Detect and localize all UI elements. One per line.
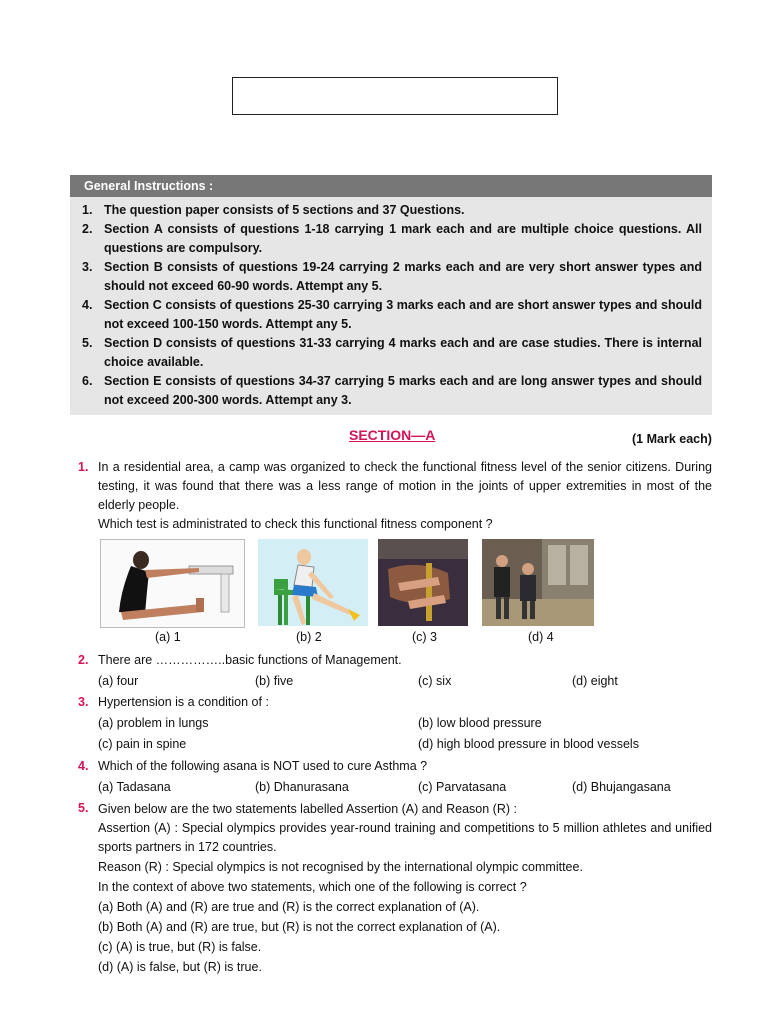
section-title: SECTION—A (349, 427, 436, 443)
instruction-text: Section B consists of questions 19-24 carrying 2 marks each and are very short answer types and should not exceed 60-90 words. Attempt any 5. (104, 260, 702, 293)
question-prompt: In the context of above two statements, which one of the following is correct ? (98, 880, 527, 894)
instruction-text: The question paper consists of 5 sections and 37 Questions. (104, 203, 465, 217)
q3-option-b: (b) low blood pressure (418, 716, 542, 730)
instruction-number: 6. (82, 374, 93, 388)
instruction-item (82, 258, 702, 296)
question-number: 1. (78, 460, 89, 474)
instruction-number: 1. (82, 203, 93, 217)
instruction-text: Section A consists of questions 1-18 carrying 1 mark each and are multiple choice questions. All questions are compulsory. (104, 222, 702, 255)
question-1 (78, 458, 712, 534)
q3-option-a: (a) problem in lungs (98, 716, 209, 730)
instruction-item (82, 220, 702, 258)
instruction-number: 2. (82, 222, 93, 236)
q4-option-d: (d) Bhujangasana (572, 780, 671, 794)
image-option-4 (482, 539, 594, 626)
instruction-item (82, 201, 702, 220)
instruction-item (82, 296, 702, 334)
instruction-text: Section D consists of questions 31-33 carrying 4 marks each and are case studies. There is internal choice available. (104, 336, 702, 369)
q4-option-b: (b) Dhanurasana (255, 780, 349, 794)
general-instructions-heading: General Instructions : (70, 175, 712, 197)
image-option-3 (378, 539, 468, 626)
question-number: 2. (78, 653, 89, 667)
q3-option-d: (d) high blood pressure in blood vessels (418, 737, 639, 751)
q5-option-b: (b) Both (A) and (R) are true, but (R) is not the correct explanation of (A). (98, 920, 501, 934)
q4-option-c: (c) Parvatasana (418, 780, 507, 794)
question-text: In a residential area, a camp was organized to check the functional fitness level of the senior citizens. During testing, it was found that there was a less range of motion in the joints of upper extremities in most of the elderly people. (98, 460, 712, 512)
instruction-item (82, 334, 702, 372)
q5-option-a: (a) Both (A) and (R) are true and (R) is the correct explanation of (A). (98, 900, 480, 914)
q4-option-a: (a) Tadasana (98, 780, 171, 794)
question-prompt: Which test is administrated to check this functional fitness component ? (98, 517, 493, 531)
q2-option-c: (c) six (418, 674, 452, 688)
instruction-text: Section C consists of questions 25-30 carrying 3 marks each and are short answer types and should not exceed 100-150 words. Attempt any 5. (104, 298, 702, 331)
image-option-2 (258, 539, 368, 626)
q2-option-a: (a) four (98, 674, 139, 688)
reason-text: Reason (R) : Special olympics is not recognised by the international olympic committee. (98, 860, 583, 874)
instruction-item (82, 372, 702, 410)
question-2 (78, 651, 712, 670)
general-instructions (70, 175, 712, 415)
instruction-number: 3. (82, 260, 93, 274)
q1-option-b: (b) 2 (296, 630, 322, 644)
question-text: Which of the following asana is NOT used to cure Asthma ? (98, 759, 428, 773)
question-text: Hypertension is a condition of : (98, 695, 269, 709)
q2-option-b: (b) five (255, 674, 294, 688)
instruction-text: Section E consists of questions 34-37 carrying 5 marks each and are long answer types and should not exceed 200-300 words. Attempt any 3. (104, 374, 702, 407)
instruction-number: 5. (82, 336, 93, 350)
title-box (232, 77, 558, 115)
image-option-1 (100, 539, 245, 628)
question-text: Given below are the two statements labelled Assertion (A) and Reason (R) : (98, 802, 517, 816)
question-5 (78, 799, 712, 977)
q5-option-c: (c) (A) is true, but (R) is false. (98, 940, 262, 954)
instruction-list (70, 197, 712, 410)
question-number: 5. (78, 801, 89, 815)
question-text: There are ……………..basic functions of Management. (98, 653, 402, 667)
q1-option-c: (c) 3 (412, 630, 437, 644)
q5-option-d: (d) (A) is false, but (R) is true. (98, 960, 262, 974)
q3-option-c: (c) pain in spine (98, 737, 187, 751)
question-number: 4. (78, 759, 89, 773)
section-marks: (1 Mark each) (632, 432, 712, 446)
question-3 (78, 693, 712, 712)
question-4 (78, 757, 712, 776)
question-number: 3. (78, 695, 89, 709)
instruction-number: 4. (82, 298, 93, 312)
q1-option-d: (d) 4 (528, 630, 554, 644)
q1-option-a: (a) 1 (155, 630, 181, 644)
q2-option-d: (d) eight (572, 674, 618, 688)
assertion-text: Assertion (A) : Special olympics provides year-round training and competitions to 5 million athletes and unified sports partners in 172 countries. (98, 821, 712, 854)
